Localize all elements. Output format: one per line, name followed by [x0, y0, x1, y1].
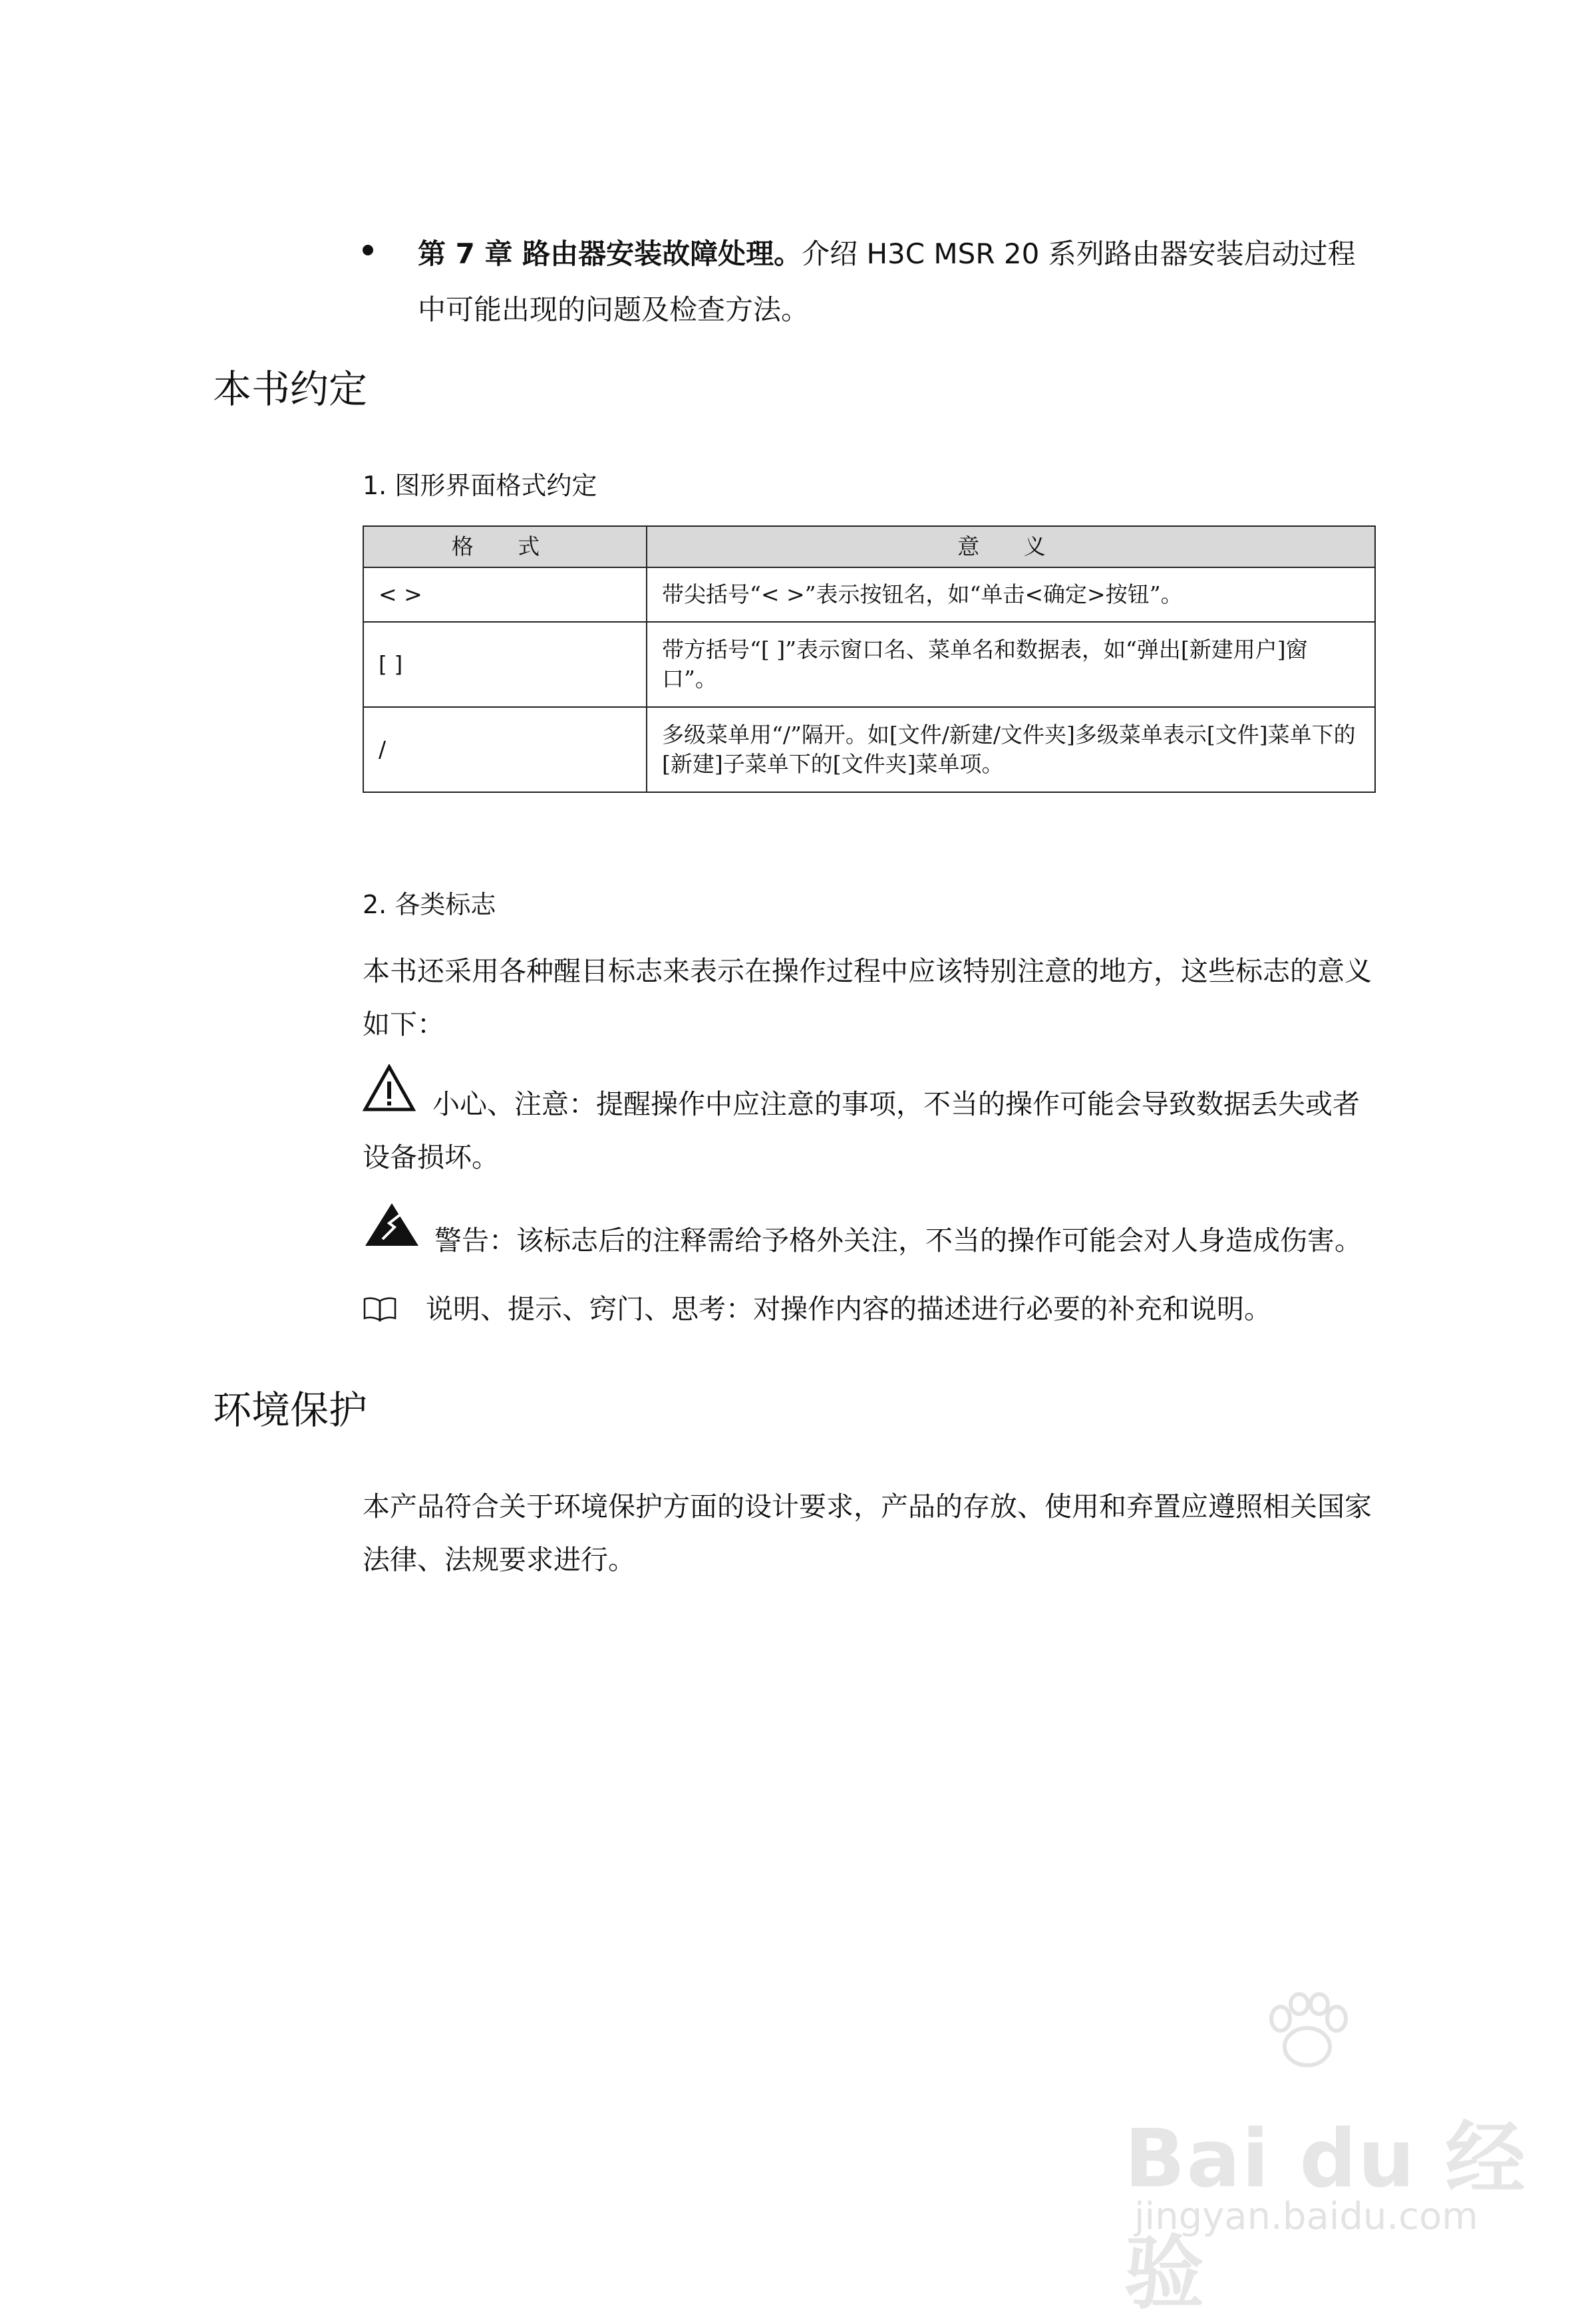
environment-heading: 环境保护: [213, 1387, 368, 1433]
gui-conventions-table: [363, 525, 1376, 793]
watermark-url: jingyan.baidu.com: [1134, 2195, 1478, 2238]
table-row: [363, 567, 1375, 622]
caution-text: 提醒操作中应注意的事项，不当的操作可能会导致数据丢失或者设备损坏。: [363, 1088, 1360, 1173]
watermark-brand: Bai du 经验: [1124, 2113, 1527, 2320]
signs-heading: 2. 各类标志: [363, 890, 496, 919]
caution-note: [363, 1078, 1376, 1184]
table-row: [363, 622, 1375, 707]
chapter-desc: 介绍 H3C MSR 20 系列路由器安装启动过程中可能出现的问题及检查方法。: [418, 237, 1356, 326]
tip-note: [363, 1282, 1376, 1336]
meaning-cell: 带方括号“[ ]”表示窗口名、菜单名和数据表，如“弹出[新建用户]窗口”。: [647, 622, 1375, 707]
meaning-cell: 多级菜单用“/”隔开。如[文件/新建/文件夹]多级菜单表示[文件]菜单下的[新建]子菜单下的[文件夹]菜单项。: [647, 707, 1375, 792]
warning-label: 警告：: [434, 1225, 516, 1256]
signs-intro: 本书还采用各种醒目标志来表示在操作过程中应该特别注意的地方，这些标志的意义如下：: [363, 955, 1372, 1040]
paw-logo-icon: [1261, 1992, 1354, 2072]
table-header-row: [363, 526, 1375, 567]
format-cell: < >: [363, 567, 647, 622]
table-row: [363, 707, 1375, 792]
format-cell: /: [363, 707, 647, 792]
caution-label: 小心、注意：: [432, 1088, 596, 1120]
warning-note: [363, 1214, 1376, 1267]
column-header-meaning: 意 义: [647, 526, 1375, 567]
conventions-heading: 本书约定: [213, 366, 368, 412]
meaning-cell: 带尖括号“< >”表示按钮名，如“单击<确定>按钮”。: [647, 567, 1375, 622]
chapter-label: 第 7 章 路由器安装故障处理。: [418, 237, 802, 270]
chapter-7-item: [418, 226, 1379, 338]
environment-text: 本产品符合关于环境保护方面的设计要求，产品的存放、使用和弃置应遵照相关国家法律、法规要求进行。: [363, 1491, 1372, 1576]
bullet-dot: [363, 245, 373, 255]
tip-label: 说明、提示、窍门、思考：: [426, 1293, 753, 1325]
gui-conventions-heading: 1. 图形界面格式约定: [363, 471, 597, 500]
column-header-format: 格 式: [363, 526, 647, 567]
format-cell: [ ]: [363, 622, 647, 707]
tip-text: 对操作内容的描述进行必要的补充和说明。: [753, 1293, 1271, 1325]
warning-text: 该标志后的注释需给予格外关注，不当的操作可能会对人身造成伤害。: [516, 1225, 1362, 1256]
